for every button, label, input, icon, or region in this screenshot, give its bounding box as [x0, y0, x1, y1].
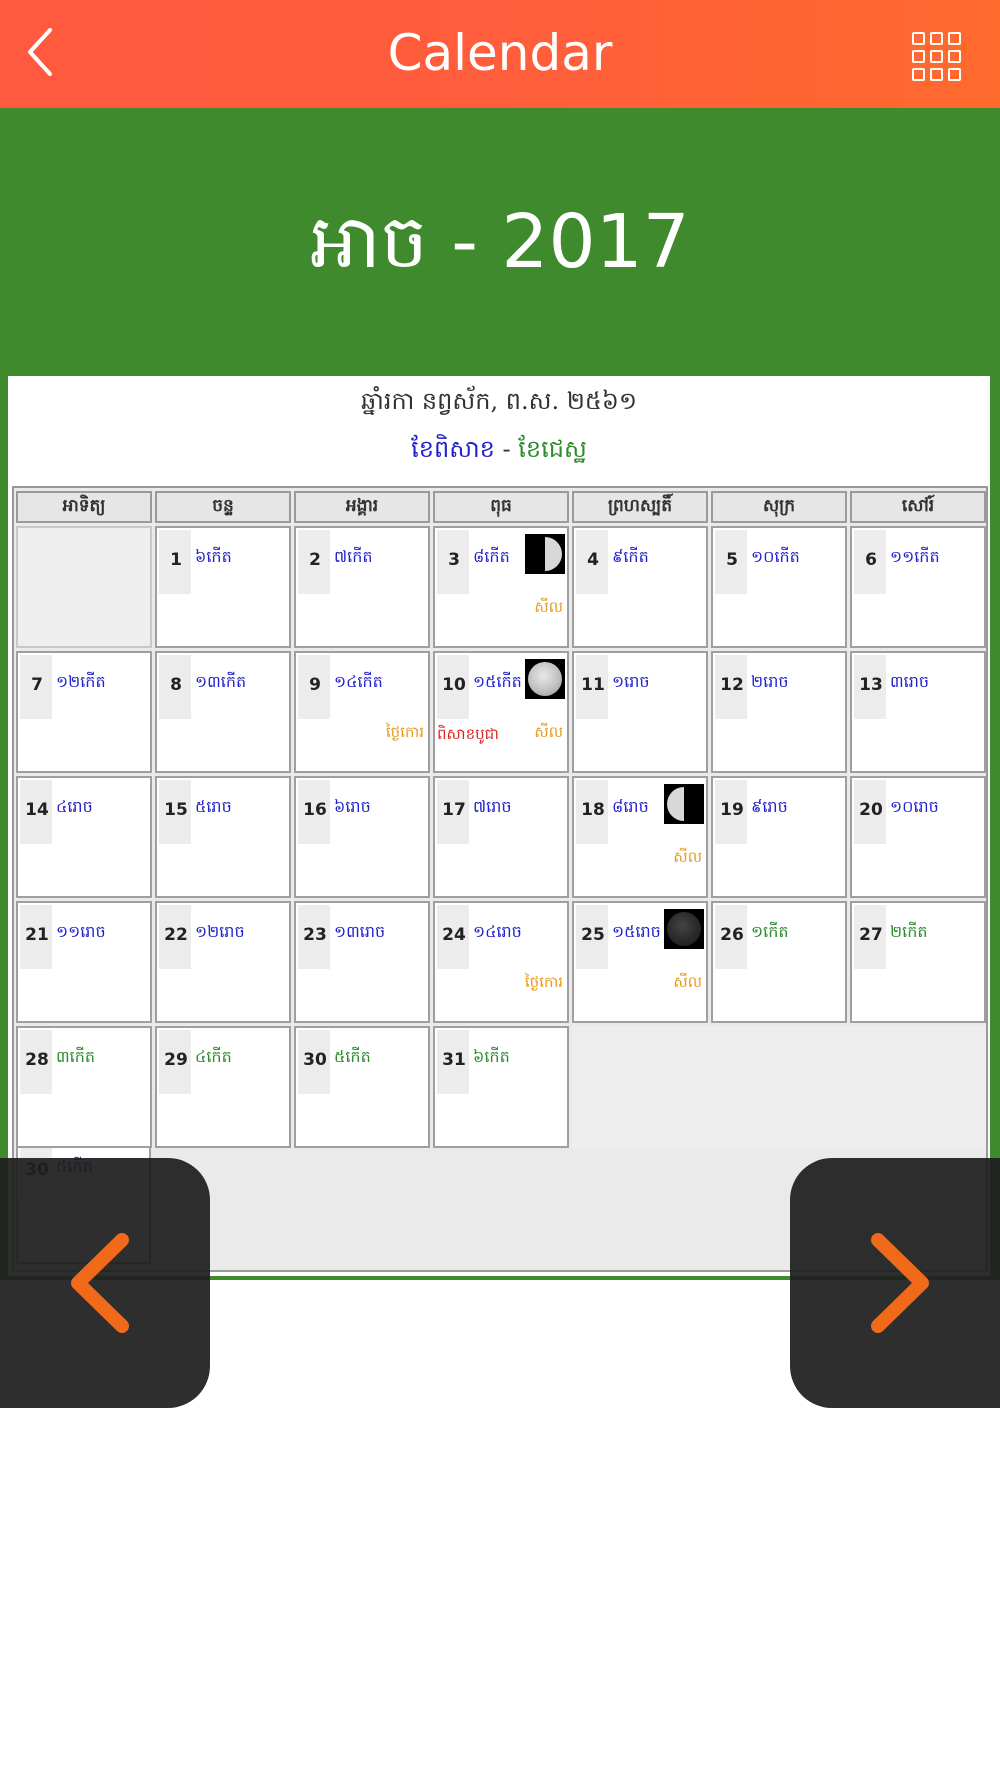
moon-phase-icon — [664, 909, 704, 949]
lunar-date: ១៤កើត — [334, 672, 383, 691]
day-cell[interactable] — [294, 526, 430, 648]
page-title: Calendar — [387, 24, 613, 82]
day-number: 22 — [164, 925, 188, 945]
lunar-date: ១២កើត — [56, 672, 106, 691]
day-number: 17 — [442, 800, 466, 820]
day-cell[interactable] — [711, 776, 847, 898]
lunar-date: ៦រោច — [334, 797, 371, 816]
day-cell[interactable] — [850, 901, 986, 1023]
day-number: 28 — [25, 1050, 49, 1070]
calendar-grid — [12, 486, 988, 1272]
lunar-date: ២រោច — [751, 672, 789, 691]
day-number: 31 — [442, 1050, 466, 1070]
day-cell[interactable] — [850, 651, 986, 773]
lunar-date: ៧រោច — [473, 797, 512, 816]
weekday-header: អាទិត្យ — [16, 491, 152, 523]
day-number: 21 — [25, 925, 49, 945]
day-cell[interactable] — [850, 526, 986, 648]
lunar-date: ១៣កើត — [195, 672, 247, 691]
lunar-date: ១១កើត — [890, 547, 940, 566]
observance-note: ថ្ងៃកោរ — [524, 973, 563, 991]
day-cell[interactable] — [433, 526, 569, 648]
day-cell[interactable] — [294, 901, 430, 1023]
day-cell[interactable] — [433, 651, 569, 773]
day-cell[interactable] — [572, 776, 708, 898]
day-number: 13 — [859, 675, 883, 695]
observance-note: សីល — [534, 723, 563, 741]
day-number: 5 — [726, 550, 738, 570]
moon-phase-icon — [664, 784, 704, 824]
lunar-date: ១កើត — [751, 922, 789, 941]
lunar-date: ១០រោច — [890, 797, 939, 816]
weekday-header: ចន្ទ — [155, 491, 291, 523]
weekday-header: សៅរ៍ — [850, 491, 986, 523]
lunar-date: ៤រោច — [56, 797, 93, 816]
chevron-right-icon — [850, 1228, 940, 1338]
lunar-date: ១៣រោច — [334, 922, 386, 941]
lunar-date: ១រោច — [612, 672, 650, 691]
lunar-date: ៨រោច — [612, 797, 649, 816]
day-number: 25 — [581, 925, 605, 945]
lunar-date: ៩កើត — [612, 547, 649, 566]
day-cell[interactable] — [433, 901, 569, 1023]
day-number: 26 — [720, 925, 744, 945]
lunar-date: ១០កើត — [751, 547, 800, 566]
day-number: 29 — [164, 1050, 188, 1070]
lunar-date: ១៥កើត — [473, 672, 522, 691]
day-cell[interactable] — [572, 526, 708, 648]
observance-note: សីល — [673, 848, 702, 866]
observance-note: សីល — [673, 973, 702, 991]
lunar-date: ៩រោច — [751, 797, 788, 816]
day-cell[interactable] — [572, 901, 708, 1023]
holiday-label: ពិសាខបូជា — [437, 725, 499, 743]
day-cell[interactable] — [155, 1026, 291, 1148]
moon-phase-icon — [525, 659, 565, 699]
lunar-month-subtitle: ខែពិសាខ - ខែជេស្ឋ — [411, 435, 587, 463]
day-cell[interactable] — [16, 901, 152, 1023]
day-number: 6 — [865, 550, 877, 570]
day-cell[interactable] — [294, 1026, 430, 1148]
day-number: 16 — [303, 800, 327, 820]
day-number: 9 — [309, 675, 321, 695]
lunar-date: ៣កើត — [56, 1047, 96, 1066]
day-cell[interactable] — [711, 901, 847, 1023]
lunar-date: ៥កើត — [334, 1047, 371, 1066]
day-number: 11 — [581, 675, 605, 695]
day-number: 30 — [303, 1050, 327, 1070]
lunar-date: ១៥រោច — [612, 922, 661, 941]
day-number: 27 — [859, 925, 883, 945]
lunar-date: ២កើត — [890, 922, 928, 941]
lunar-date: ១២រោច — [195, 922, 245, 941]
lunar-date: ១១រោច — [56, 922, 106, 941]
observance-note: សីល — [534, 598, 563, 616]
lunar-date: ៨កើត — [473, 547, 510, 566]
lunar-date: ១៤រោច — [473, 922, 522, 941]
day-number: 4 — [587, 550, 599, 570]
day-number: 18 — [581, 800, 605, 820]
trailing-empty-area — [572, 1026, 986, 1148]
weekday-header: សុក្រ — [711, 491, 847, 523]
day-cell[interactable] — [155, 776, 291, 898]
empty-day-cell — [16, 526, 152, 648]
day-number: 7 — [31, 675, 43, 695]
day-number: 14 — [25, 800, 49, 820]
day-number: 2 — [309, 550, 321, 570]
day-number: 1 — [170, 550, 182, 570]
day-cell[interactable] — [711, 651, 847, 773]
day-cell[interactable] — [711, 526, 847, 648]
day-number: 24 — [442, 925, 466, 945]
day-number: 3 — [448, 550, 460, 570]
month-year-title: អាច - 2017 — [310, 199, 690, 285]
calendar-sheet — [8, 376, 990, 1276]
lunar-date: ៥រោច — [195, 797, 232, 816]
day-number: 15 — [164, 800, 188, 820]
day-number: 8 — [170, 675, 182, 695]
day-number: 12 — [720, 675, 744, 695]
chevron-left-icon — [60, 1228, 150, 1338]
day-cell[interactable] — [433, 1026, 569, 1148]
lunar-date: ៤កើត — [195, 1047, 232, 1066]
day-cell[interactable] — [294, 776, 430, 898]
next-month-button[interactable] — [790, 1158, 1000, 1408]
day-cell[interactable] — [155, 901, 291, 1023]
lunar-date: ៦កើត — [195, 547, 232, 566]
lunar-date: ៣រោច — [890, 672, 930, 691]
day-cell[interactable] — [572, 651, 708, 773]
weekday-header: ពុធ — [433, 491, 569, 523]
khmer-year-subtitle: ឆ្នាំរកា នព្វស័ក, ព.ស. ២៥៦១ — [360, 387, 638, 415]
lunar-date: ៦កើត — [473, 1047, 510, 1066]
day-number: 19 — [720, 800, 744, 820]
day-number: 23 — [303, 925, 327, 945]
day-cell[interactable] — [16, 776, 152, 898]
day-number: 10 — [442, 675, 466, 695]
observance-note: ថ្ងៃកោរ — [385, 723, 424, 741]
day-number: 20 — [859, 800, 883, 820]
grid-menu-icon[interactable] — [912, 32, 962, 82]
day-cell[interactable] — [294, 651, 430, 773]
weekday-header: ព្រហស្បតិ៍ — [572, 491, 708, 523]
lunar-date: ៧កើត — [334, 547, 373, 566]
day-cell[interactable] — [433, 776, 569, 898]
weekday-header: អង្គារ — [294, 491, 430, 523]
top-bar — [0, 0, 1000, 108]
day-cell[interactable] — [16, 651, 152, 773]
moon-phase-icon — [525, 534, 565, 574]
day-cell[interactable] — [155, 651, 291, 773]
day-cell[interactable] — [155, 526, 291, 648]
day-cell[interactable] — [850, 776, 986, 898]
day-cell[interactable] — [16, 1026, 152, 1148]
previous-month-button[interactable] — [0, 1158, 210, 1408]
